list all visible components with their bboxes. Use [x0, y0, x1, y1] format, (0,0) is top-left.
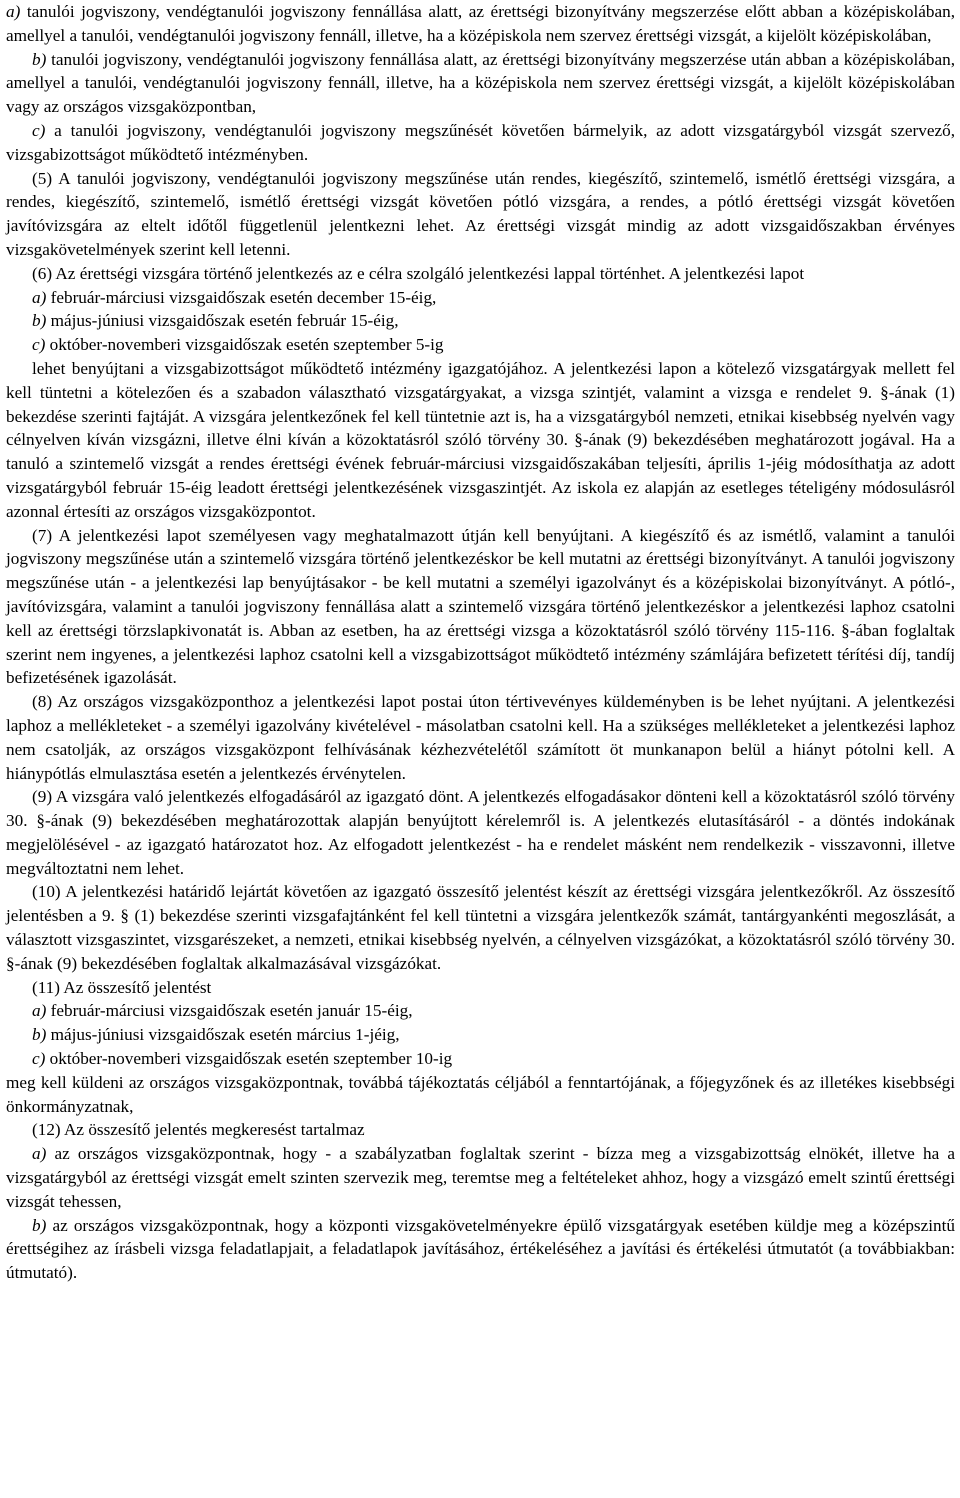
paragraph-label: a) — [32, 1144, 47, 1164]
paragraph — [6, 357, 955, 524]
paragraph — [6, 48, 955, 119]
paragraph-text: tanulói jogviszony, vendégtanulói jogviszony fennállása alatt, az érettségi bizonyítvány megszerzése után abban a középiskolában, amellyel a tanulói, vendégtanulói jogviszony fennáll, illetve, ha a középiskola nem szervez érettségi vizsgát, a kijelölt középiskolában vagy az országos vizsgaközpontban, — [6, 49, 955, 117]
paragraph-text: (11) Az összesítő jelentést — [32, 977, 212, 997]
paragraph-text: október-novemberi vizsgaidőszak esetén szeptember 10-ig — [45, 1049, 453, 1069]
paragraph — [6, 167, 955, 262]
paragraph-text: (6) Az érettségi vizsgára történő jelentkezés az e célra szolgáló jelentkezési lappal történhet. A jelentkezési lapot — [32, 263, 805, 283]
paragraph — [6, 524, 955, 691]
paragraph — [6, 1118, 955, 1142]
paragraph-text: (9) A vizsgára való jelentkezés elfogadásáról az igazgató dönt. A jelentkezés elfogadásakor dönteni kell a közoktatásról szóló törvény 30. §-ának (9) bekezdésében meghatározottak alapján benyújtott kérelemről is. A jelentkezés elutasításáról - a döntés indokának megjelölésével - az igazgató határozatot hoz. Az elfogadott jelentkezést - ha e rendelet másként nem rendelkezik - visszavonni, illetve megváltoztatni nem lehet. — [6, 787, 955, 878]
paragraph-text: meg kell küldeni az országos vizsgaközpontnak, továbbá tájékoztatás céljából a fenntartójának, a főjegyzőnek és az illetékes kisebbségi önkormányzatnak, — [6, 1072, 955, 1116]
paragraph-text: (12) Az összesítő jelentés megkeresést tartalmaz — [32, 1120, 365, 1140]
paragraph-label: b) — [32, 1025, 47, 1045]
paragraph-label: c) — [32, 1049, 46, 1069]
paragraph — [6, 1071, 955, 1119]
paragraph-label: a) — [32, 1001, 47, 1021]
paragraph — [6, 309, 955, 333]
paragraph-label: a) — [6, 2, 21, 21]
paragraph — [6, 1023, 955, 1047]
paragraph — [6, 976, 955, 1000]
paragraph-text: tanulói jogviszony, vendégtanulói jogviszony fennállása alatt, az érettségi bizonyítvány megszerzése előtt abban a középiskolában, amellyel a tanulói, vendégtanulói jogviszony fennáll, illetve, ha a középiskola nem szervez érettségi vizsgát, a kijelölt középiskolában, — [6, 2, 955, 45]
paragraph — [6, 1142, 955, 1213]
paragraph-text: (10) A jelentkezési határidő lejártát követően az igazgató összesítő jelentést készít az érettségi vizsgára jelentkezőkről. Az összesítő jelentésben a 9. § (1) bekezdése szerinti vizsgafajtánként fel kell tüntetni a vizsgára jelentkezők számát, tantárgyankénti megoszlását, a választott vizsgaszintet, vizsgarészeket, a nemzeti, etnikai kisebbség nyelvén, a célnyelven vizsgázókat, a közoktatásról szóló törvény 30. §-ának (9) bekezdésében foglaltak alkalmazásával vizsgázókat. — [6, 882, 955, 973]
paragraph — [6, 1214, 955, 1285]
paragraph-text: (5) A tanulói jogviszony, vendégtanulói jogviszony megszűnése után rendes, kiegészítő, szintemelő, ismétlő érettségi vizsgára, a rendes, kiegészítő, szintemelő, ismétlő érettségi vizsgát követően pótló vizsgára, a rendes, a pótló érettségi vizsgát követően javítóvizsgára az eltelt időtől függetlenül jelentkezni lehet. Az érettségi vizsgát mindig az adott vizsgaidőszakban érvényes vizsgakövetelmények szerint kell letenni. — [6, 168, 955, 259]
paragraph-text: május-júniusi vizsgaidőszak esetén március 1-jéig, — [46, 1025, 400, 1045]
paragraph — [6, 690, 955, 785]
paragraph — [6, 262, 955, 286]
paragraph — [6, 0, 955, 48]
paragraph-text: (7) A jelentkezési lapot személyesen vagy meghatalmazott útján kell benyújtani. A kiegészítő és az ismétlő, valamint a tanulói jogviszony megszűnése után a szintemelő vizsgára történő jelentkezéskor be kell mutatni az érettségi bizonyítványt. A tanulói jogviszony megszűnése után - a jelentkezési lap benyújtásakor - be kell mutatni a személyi igazolványt és a középiskolai bizonyítványt. A pótló-, javítóvizsgára, valamint a tanulói jogviszony fennállása alatt a szintemelő vizsgára történő jelentkezéskor a jelentkezési laphoz csatolni kell az érettségi törzslapkivonatát is. Abban az esetben, ha az érettségi vizsga a közoktatásról szóló törvény 115-116. §-ában foglaltak szerint nem ingyenes, a jelentkezési laphoz csatolni kell a vizsgabizottságot működtető intézmény számlájára befizetett térítési díj, tandíj befizetésének igazolását. — [6, 525, 955, 688]
paragraph — [6, 1047, 955, 1071]
paragraph-text: (8) Az országos vizsgaközponthoz a jelentkezési lapot postai úton tértivevényes küldeményben is be lehet nyújtani. A jelentkezési laphoz a mellékleteket - a személyi igazolvány kivételével - másolatban csatolni kell. Ha a szükséges mellékleteket a jelentkezési laphoz nem csatolják, az országos vizsgaközpont felhívásának kézhezvételétől számított öt munkanapon belül a hiányt pótolni kell. A hiánypótlás elmulasztása esetén a jelentkezés érvénytelen. — [6, 692, 955, 783]
paragraph-label: c) — [32, 335, 46, 355]
paragraph-text: október-novemberi vizsgaidőszak esetén szeptember 5-ig — [45, 335, 444, 355]
paragraph-text: lehet benyújtani a vizsgabizottságot működtető intézmény igazgatójához. A jelentkezési lapon a kötelező vizsgatárgyak mellett fel kell tüntetni a kötelezően és a szabadon választható vizsgatárgyakat, a vizsga szintjét, valamint a vizsga e rendelet 9. §-ának (1) bekezdése szerinti fajtáját. A vizsgára jelentkezőnek fel kell tüntetnie azt is, ha a vizsgatárgyból nemzeti, etnikai kisebbség nyelvén vagy célnyelven kíván vizsgázni, illetve élni kíván a közoktatásról szóló törvény 30. §-ának (9) bekezdésében meghatározott jogával. Ha a tanuló a szintemelő vizsgát a rendes érettségi évének február-márciusi vizsgaidőszakában teljesíti, április 1-jéig módosíthatja az adott vizsgatárgyból február 15-éig leadott érettségi jelentkezésének vizsgaszintjét. Az iskola ez alapján az esetleges tételigény módosulásról azonnal értesíti az országos vizsgaközpontot. — [6, 358, 955, 521]
paragraph-label: b) — [32, 311, 47, 331]
paragraph-text: május-júniusi vizsgaidőszak esetén február 15-éig, — [46, 311, 399, 331]
paragraph-label: b) — [32, 49, 47, 69]
paragraph — [6, 119, 955, 167]
paragraph — [6, 333, 955, 357]
paragraph-text: február-márciusi vizsgaidőszak esetén december 15-éig, — [46, 287, 437, 307]
paragraph — [6, 785, 955, 880]
paragraph — [6, 286, 955, 310]
paragraph-label: b) — [32, 1215, 47, 1235]
paragraph-label: a) — [32, 287, 47, 307]
paragraph-text: a tanulói jogviszony, vendégtanulói jogviszony megszűnését követően bármelyik, az adott vizsgatárgyból vizsgát szervező, vizsgabizottságot működtető intézményben. — [6, 120, 955, 164]
paragraph-text: az országos vizsgaközpontnak, hogy a központi vizsgakövetelményekre épülő vizsgatárgyak esetében küldje meg a középszintű érettségihez az írásbeli vizsga feladatlapjait, a feladatlapok javításához, értékeléséhez a javítási és értékelési útmutatót (a továbbiakban: útmutató). — [6, 1215, 955, 1283]
paragraph-text: február-márciusi vizsgaidőszak esetén január 15-éig, — [46, 1001, 413, 1021]
paragraph — [6, 880, 955, 975]
paragraph-text: az országos vizsgaközpontnak, hogy - a szabályzatban foglaltak szerint - bízza meg a vizsgabizottság elnökét, illetve ha a vizsgatárgyból az érettségi vizsgát emelt szinten szervezik meg, teremtse meg a feltételeket ahhoz, hogy a vizsgázó emelt szintű érettségi vizsgát tehessen, — [6, 1144, 955, 1211]
paragraph — [6, 999, 955, 1023]
paragraph-label: c) — [32, 120, 46, 140]
